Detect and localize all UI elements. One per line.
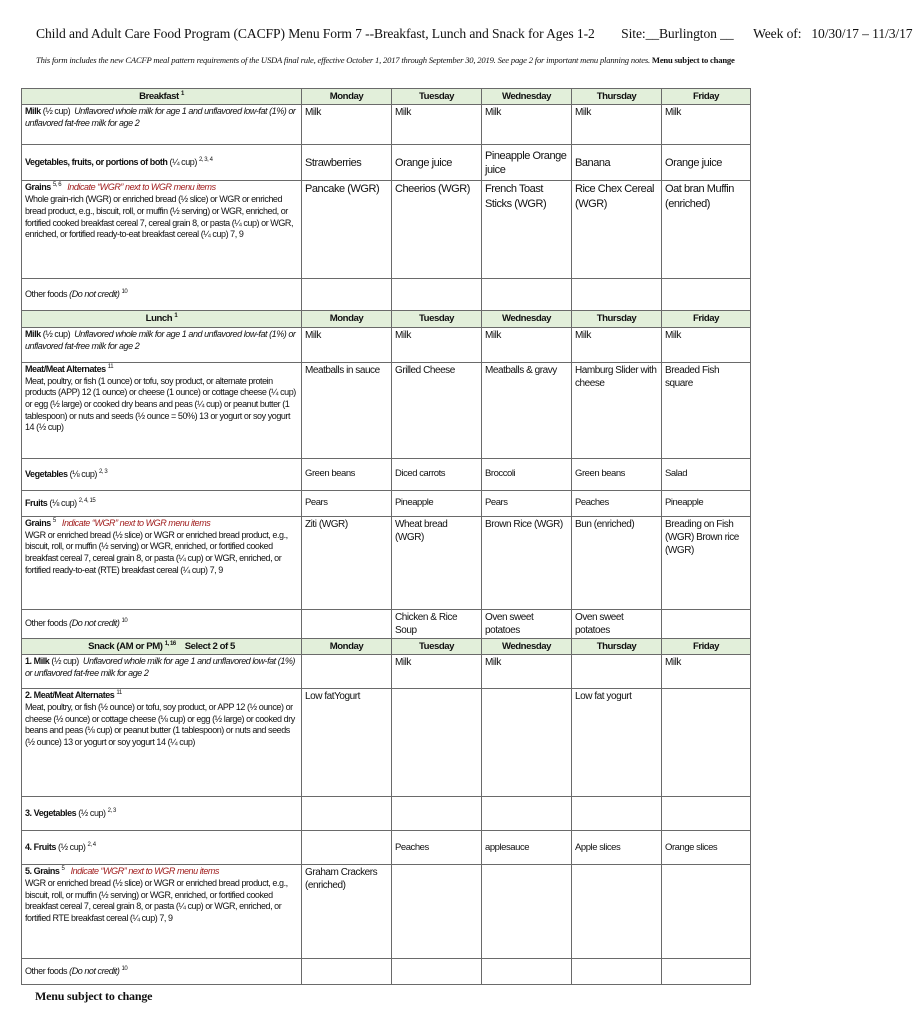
- row-label: 3. Vegetables (½ cup) $^{2, 3}$: [22, 797, 302, 831]
- menu-cell: Peaches: [392, 831, 482, 865]
- menu-cell: Milk: [572, 105, 662, 145]
- row-label: 2. Meat/Meat Alternates $^{11}$ Meat, poultry, or fish (½ ounce) or tofu, soy product, or APP 12 (½ ounce) or cheese (½ ounce) or cottage cheese (⅛ cup) or egg (½ large) or cooked dry beans and peas (⅛ cup) or peanut butter (1 tablespoon) or nuts and seeds (½ ounce) 13 or yogurt or soy yogurt 14 (¼ cup): [22, 689, 302, 797]
- menu-cell: Strawberries: [302, 145, 392, 181]
- breakfast-grains-row: [22, 181, 751, 279]
- menu-cell: [302, 279, 392, 311]
- menu-cell: Orange juice: [392, 145, 482, 181]
- subtitle-text: This form includes the new CACFP meal pattern requirements of the USDA final rule, effective October 1, 2017 through September 30, 2019. See page 2 for important menu planning notes.: [36, 55, 650, 65]
- menu-cell: Wheat bread (WGR): [392, 516, 482, 609]
- day-header: Tuesday: [392, 311, 482, 327]
- day-header: Thursday: [572, 638, 662, 654]
- menu-cell: Orange juice: [662, 145, 751, 181]
- row-label: Other foods (Do not credit) $^{10}$: [22, 959, 302, 985]
- row-label: 1. Milk (½ cup) Unflavored whole milk for age 1 and unflavored low-fat (1%) or unflavored fat-free milk for age 2: [22, 655, 302, 689]
- row-label: Grains $^{5, 6}$ Indicate “WGR” next to WGR menu items Whole grain-rich (WGR) or enriched bread (½ slice) or WGR or enriched bread product, e.g., biscuit, roll, or muffin (½ serving) or WGR, enriched, or fortified cooked breakfast cereal 7, cereal grain 8, or pasta (¼ cup) or WGR, enriched, or fortified ready-to-eat breakfast cereal (¼ cup) 7, 9: [22, 181, 302, 279]
- menu-cell: Milk: [662, 655, 751, 689]
- menu-cell: Pancake (WGR): [302, 181, 392, 279]
- subtitle-note: Menu subject to change: [651, 55, 735, 65]
- menu-cell: [662, 959, 751, 985]
- breakfast-milk-row: [22, 105, 751, 145]
- menu-cell: Pineapple Orange juice: [482, 145, 572, 181]
- site-value: __Burlington __: [645, 26, 734, 41]
- lunch-veg-row: [22, 458, 751, 490]
- day-header: Monday: [302, 89, 392, 105]
- lunch-milk-row: [22, 327, 751, 362]
- menu-cell: [392, 959, 482, 985]
- day-header: Wednesday: [482, 311, 572, 327]
- menu-cell: Milk: [482, 105, 572, 145]
- menu-cell: Chicken & Rice Soup: [392, 609, 482, 638]
- form-title: [36, 26, 913, 42]
- row-label: Grains $^5$ Indicate “WGR” next to WGR menu items WGR or enriched bread (½ slice) or WGR or enriched bread product, e.g., biscuit, roll, or muffin (½ serving) or WGR, enriched, or fortified cooked breakfast cereal 7, cereal grain 8, or pasta (¼ cup) or WGR, enriched, or fortified ready-to-eat (RTE) breakfast cereal (¼ cup) 7, 9: [22, 516, 302, 609]
- row-label: Milk (½ cup) Unflavored whole milk for age 1 and unflavored low-fat (1%) or unflavored fat-free milk for age 2: [22, 327, 302, 362]
- menu-cell: [392, 865, 482, 959]
- menu-cell: Milk: [392, 327, 482, 362]
- snack-header-row: [22, 638, 751, 654]
- site-label: Site:: [621, 26, 646, 41]
- snack-other-row: [22, 959, 751, 985]
- menu-cell: Cheerios (WGR): [392, 181, 482, 279]
- day-header: Wednesday: [482, 89, 572, 105]
- menu-cell: [572, 655, 662, 689]
- menu-cell: [482, 865, 572, 959]
- row-label: Vegetables, fruits, or portions of both (¼ cup) $^{2, 3, 4}$: [22, 145, 302, 181]
- menu-cell: [572, 865, 662, 959]
- menu-cell: Pears: [482, 490, 572, 516]
- menu-cell: Milk: [482, 327, 572, 362]
- menu-cell: Breading on Fish (WGR) Brown rice (WGR): [662, 516, 751, 609]
- lunch-meat-row: [22, 362, 751, 458]
- menu-cell: [482, 689, 572, 797]
- row-label: 5. Grains $^5$ Indicate “WGR” next to WGR menu items WGR or enriched bread (½ slice) or WGR or enriched bread product, e.g., biscuit, roll, or muffin (½ serving) or WGR, enriched, or fortified cooked breakfast cereal 7, cereal grain 8, or pasta (¼ cup) or WGR, enriched, or fortified RTE breakfast cereal (¼ cup) 7, 9: [22, 865, 302, 959]
- day-header: Tuesday: [392, 89, 482, 105]
- row-label: Vegetables (⅛ cup) $^{2, 3}$: [22, 458, 302, 490]
- menu-cell: French Toast Sticks (WGR): [482, 181, 572, 279]
- row-label: Other foods (Do not credit) $^{10}$: [22, 609, 302, 638]
- menu-cell: Ziti (WGR): [302, 516, 392, 609]
- row-label: Meat/Meat Alternates $^{11}$ Meat, poultry, or fish (1 ounce) or tofu, soy product, or alternate protein products (APP) 12 (1 ounce) or cheese (1 ounce) or cottage cheese (¼ cup) or egg (½ large) or cooked dry beans and peas (¼ cup) or peanut butter (1 tablespoon) or nuts and seeds (½ ounce = 50%) 13 or yogurt or soy yogurt 14 (½ cup): [22, 362, 302, 458]
- row-label: 4. Fruits (½ cup) $^{2, 4}$: [22, 831, 302, 865]
- day-header: Monday: [302, 638, 392, 654]
- menu-cell: [662, 609, 751, 638]
- menu-cell: Broccoli: [482, 458, 572, 490]
- menu-cell: [302, 959, 392, 985]
- menu-cell: Green beans: [302, 458, 392, 490]
- menu-cell: [572, 959, 662, 985]
- day-header: Wednesday: [482, 638, 572, 654]
- menu-cell: Banana: [572, 145, 662, 181]
- form-title-text: Child and Adult Care Food Program (CACFP) Menu Form 7 --Breakfast, Lunch and Snack for Ages 1-2: [36, 26, 595, 41]
- snack-heading: Snack (AM or PM) $^{1, 16}$ Select 2 of 5: [22, 638, 302, 654]
- menu-cell: [482, 797, 572, 831]
- lunch-fruit-row: [22, 490, 751, 516]
- row-label: Other foods (Do not credit) $^{10}$: [22, 279, 302, 311]
- breakfast-other-row: [22, 279, 751, 311]
- day-header: Tuesday: [392, 638, 482, 654]
- menu-cell: Milk: [662, 327, 751, 362]
- day-header: Thursday: [572, 311, 662, 327]
- lunch-heading: Lunch $^1$: [22, 311, 302, 327]
- menu-cell: Pears: [302, 490, 392, 516]
- menu-cell: [302, 609, 392, 638]
- week-value: 10/30/17 – 11/3/17: [811, 26, 913, 41]
- menu-cell: Graham Crackers (enriched): [302, 865, 392, 959]
- menu-cell: Pineapple: [662, 490, 751, 516]
- menu-cell: Apple slices: [572, 831, 662, 865]
- menu-cell: Low fat yogurt: [572, 689, 662, 797]
- menu-cell: [572, 279, 662, 311]
- menu-cell: Pineapple: [392, 490, 482, 516]
- menu-cell: Milk: [662, 105, 751, 145]
- snack-veg-row: [22, 797, 751, 831]
- day-header: Friday: [662, 311, 751, 327]
- menu-cell: Meatballs & gravy: [482, 362, 572, 458]
- row-label: Milk (½ cup) Unflavored whole milk for age 1 and unflavored low-fat (1%) or unflavored fat-free milk for age 2: [22, 105, 302, 145]
- week-label: Week of:: [753, 26, 802, 41]
- menu-cell: [392, 689, 482, 797]
- menu-cell: [302, 831, 392, 865]
- menu-cell: Milk: [482, 655, 572, 689]
- menu-cell: Bun (enriched): [572, 516, 662, 609]
- menu-cell: Brown Rice (WGR): [482, 516, 572, 609]
- menu-cell: Oat bran Muffin (enriched): [662, 181, 751, 279]
- menu-cell: Oven sweet potatoes: [572, 609, 662, 638]
- menu-cell: [572, 797, 662, 831]
- menu-cell: Milk: [392, 105, 482, 145]
- menu-cell: Green beans: [572, 458, 662, 490]
- menu-cell: [662, 865, 751, 959]
- day-header: Thursday: [572, 89, 662, 105]
- menu-cell: Grilled Cheese: [392, 362, 482, 458]
- row-label: Fruits (⅛ cup) $^{2, 4, 15}$: [22, 490, 302, 516]
- menu-cell: Oven sweet potatoes: [482, 609, 572, 638]
- menu-cell: [662, 797, 751, 831]
- menu-cell: [662, 689, 751, 797]
- breakfast-heading: Breakfast $^1$: [22, 89, 302, 105]
- breakfast-veg-row: [22, 145, 751, 181]
- snack-meat-row: [22, 689, 751, 797]
- lunch-header-row: [22, 311, 751, 327]
- lunch-grains-row: [22, 516, 751, 609]
- menu-cell: [662, 279, 751, 311]
- menu-cell: Diced carrots: [392, 458, 482, 490]
- breakfast-header-row: [22, 89, 751, 105]
- menu-cell: [392, 279, 482, 311]
- form-subtitle: [36, 55, 735, 65]
- menu-cell: Breaded Fish square: [662, 362, 751, 458]
- footer-note: Menu subject to change: [35, 989, 153, 1003]
- menu-cell: Orange slices: [662, 831, 751, 865]
- menu-cell: Hamburg Slider with cheese: [572, 362, 662, 458]
- day-header: Friday: [662, 89, 751, 105]
- menu-cell: [482, 959, 572, 985]
- lunch-other-row: [22, 609, 751, 638]
- menu-cell: [482, 279, 572, 311]
- day-header: Monday: [302, 311, 392, 327]
- menu-cell: Milk: [392, 655, 482, 689]
- menu-cell: Milk: [302, 327, 392, 362]
- menu-cell: Milk: [572, 327, 662, 362]
- menu-cell: [302, 655, 392, 689]
- menu-cell: Rice Chex Cereal (WGR): [572, 181, 662, 279]
- menu-cell: [392, 797, 482, 831]
- menu-cell: Meatballs in sauce: [302, 362, 392, 458]
- menu-cell: [302, 797, 392, 831]
- menu-cell: Salad: [662, 458, 751, 490]
- day-header: Friday: [662, 638, 751, 654]
- menu-cell: Peaches: [572, 490, 662, 516]
- menu-cell: applesauce: [482, 831, 572, 865]
- menu-cell: Milk: [302, 105, 392, 145]
- snack-milk-row: [22, 655, 751, 689]
- snack-fruit-row: [22, 831, 751, 865]
- snack-grains-row: [22, 865, 751, 959]
- menu-table: [21, 88, 751, 985]
- menu-cell: Low fatYogurt: [302, 689, 392, 797]
